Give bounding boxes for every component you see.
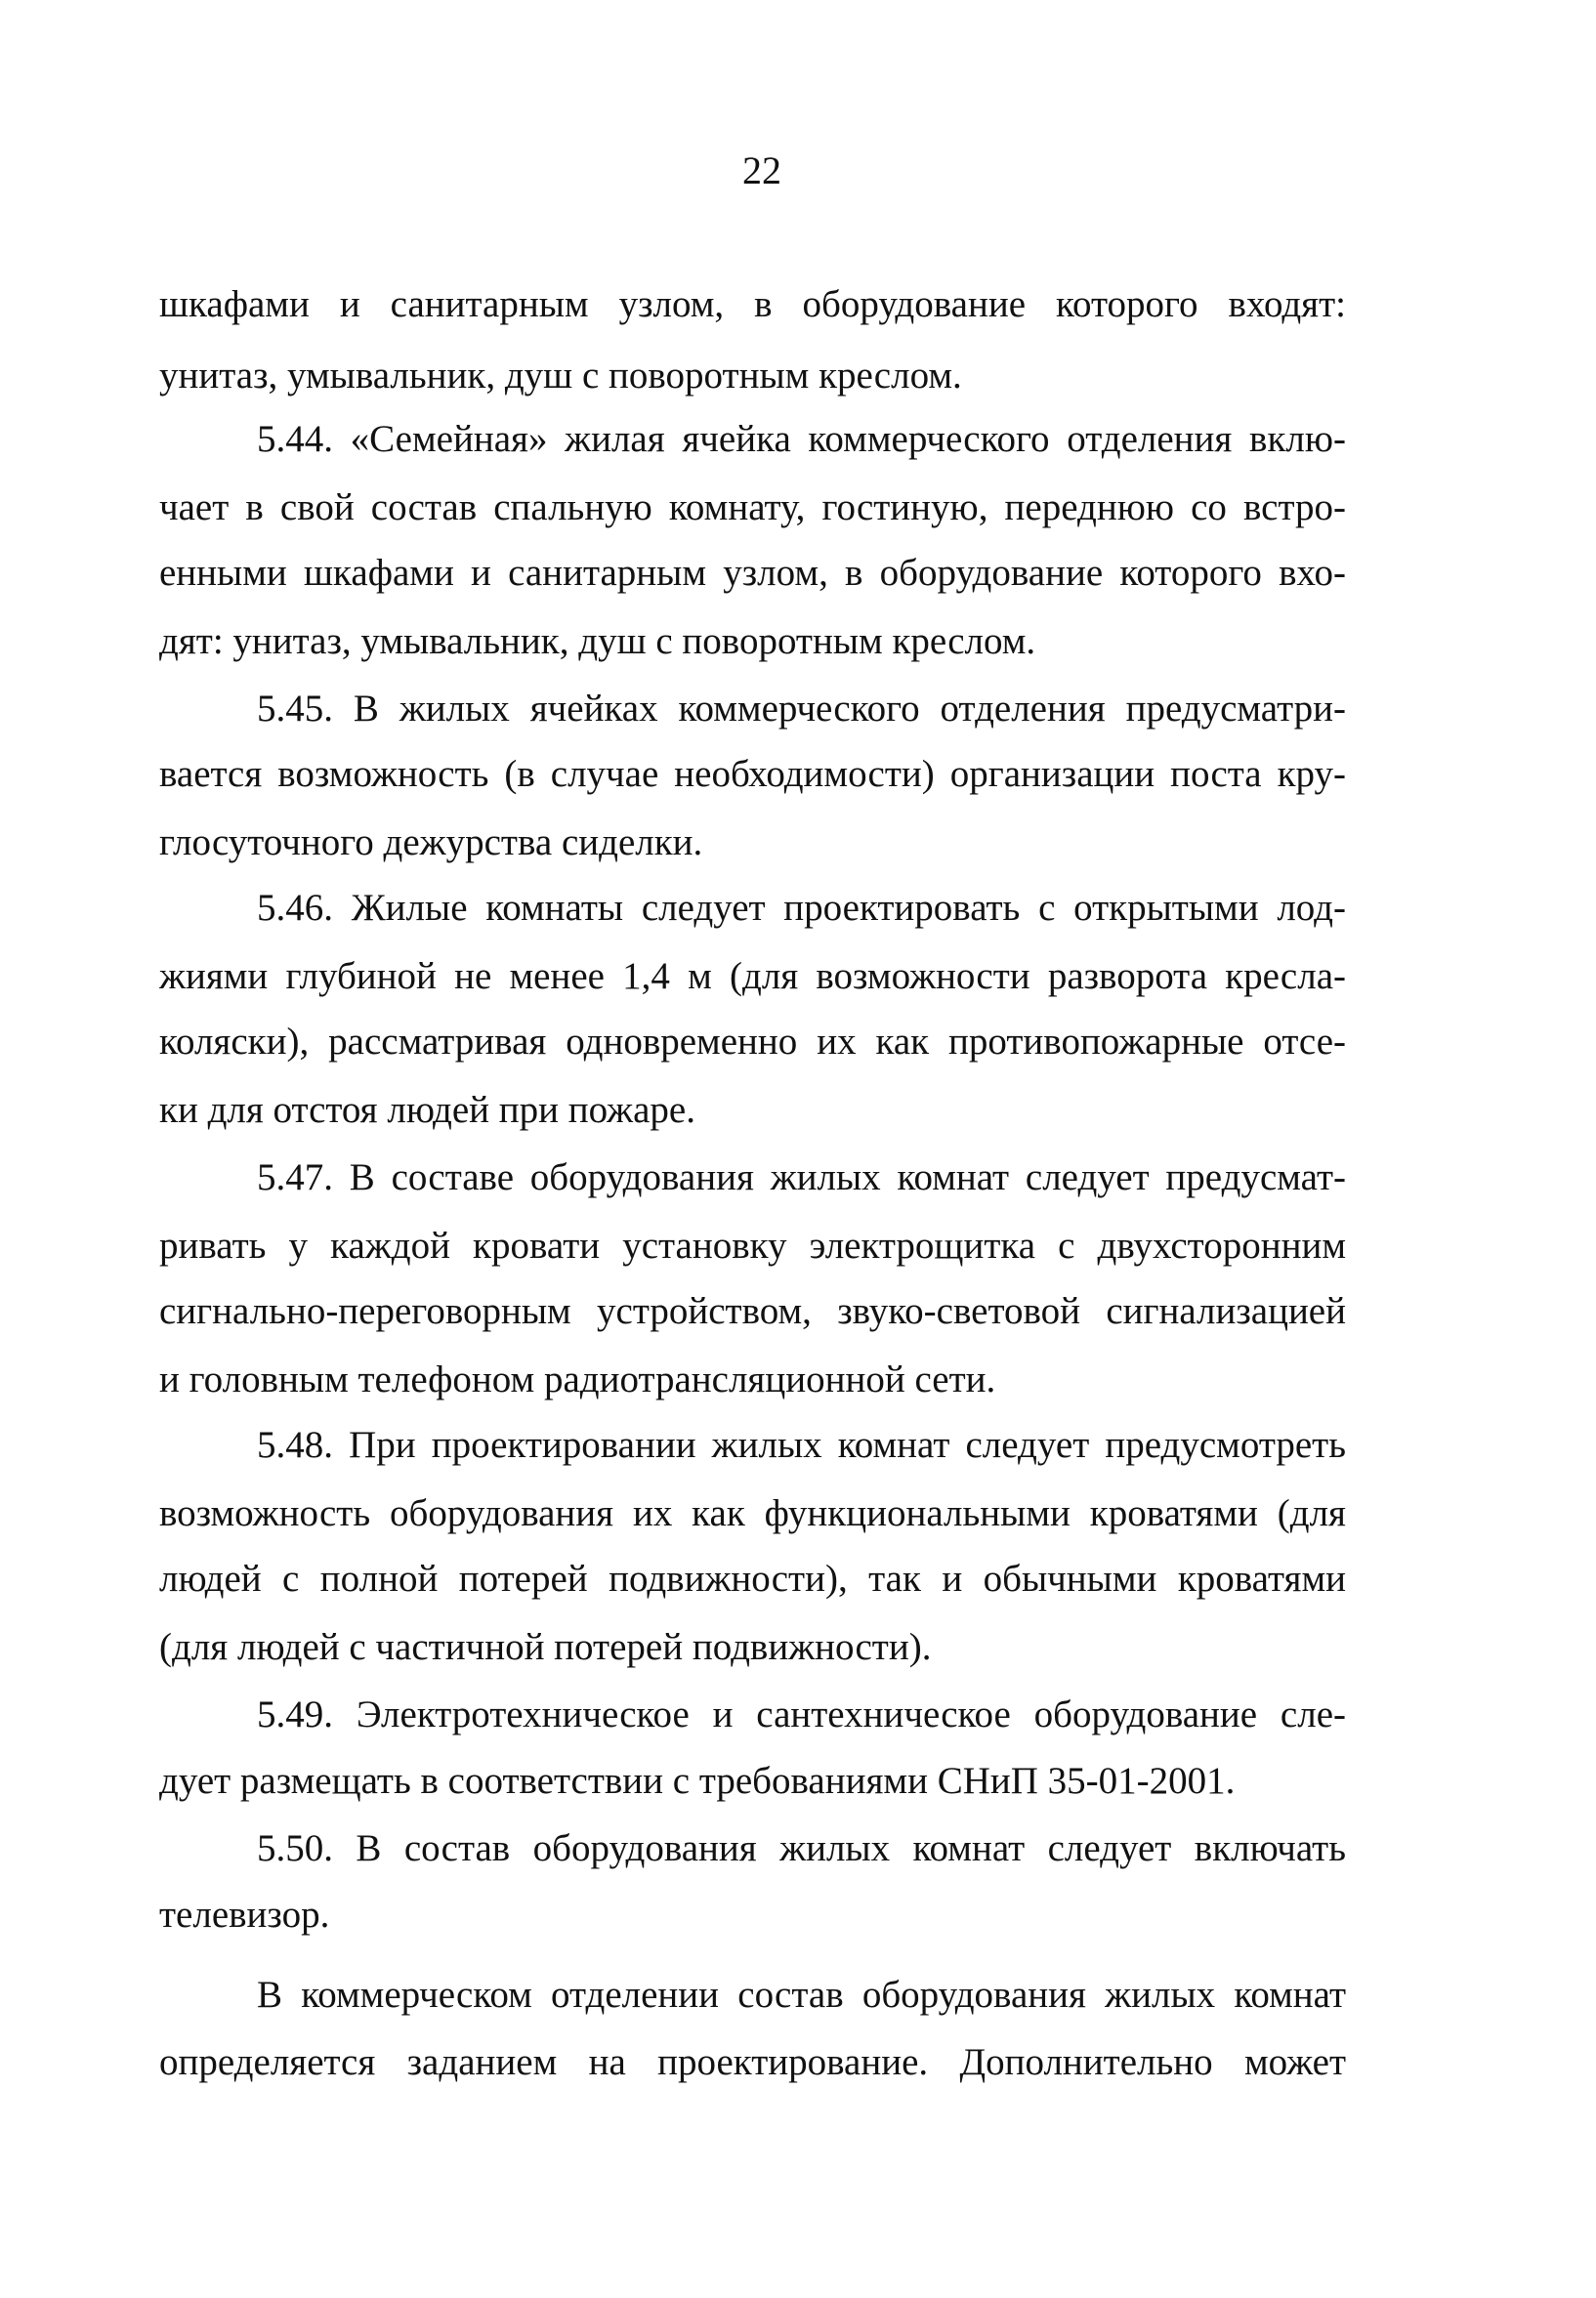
text-line: шкафами и санитарным узлом, в оборудование которого входят:: [159, 283, 1346, 325]
text-line: сигнально-переговорным устройством, звуко-световой сигнализацией: [159, 1290, 1346, 1332]
text-line: (для людей с частичной потерей подвижности).: [159, 1626, 932, 1668]
text-line: 5.45. В жилых ячейках коммерческого отделения предусматри-: [257, 688, 1346, 730]
text-line: и головным телефоном радиотрансляционной сети.: [159, 1358, 996, 1400]
text-line: телевизор.: [159, 1894, 330, 1936]
text-line: дует размещать в соответствии с требованиями СНиП 35-01-2001.: [159, 1760, 1236, 1802]
text-line: вается возможность (в случае необходимости) организации поста кру-: [159, 753, 1346, 795]
text-line: 5.44. «Семейная» жилая ячейка коммерческого отделения вклю-: [257, 418, 1346, 460]
text-line: В коммерческом отделении состав оборудования жилых комнат: [257, 1974, 1346, 2016]
text-line: жиями глубиной не менее 1,4 м (для возможности разворота кресла-: [159, 955, 1346, 997]
text-line: ривать у каждой кровати установку электрощитка с двухсторонним: [159, 1225, 1346, 1267]
page-number: 22: [742, 148, 781, 192]
text-line: определяется заданием на проектирование. Дополнительно может: [159, 2041, 1346, 2083]
text-line: 5.47. В составе оборудования жилых комнат следует предусмат-: [257, 1156, 1346, 1198]
text-line: глосуточного дежурства сиделки.: [159, 821, 703, 863]
text-line: 5.49. Электротехническое и сантехническое оборудование сле-: [257, 1693, 1346, 1735]
text-line: 5.46. Жилые комнаты следует проектировать с открытыми лод-: [257, 887, 1346, 929]
text-line: 5.48. При проектировании жилых комнат следует предусмотреть: [257, 1424, 1346, 1466]
text-line: людей с полной потерей подвижности), так и обычными кроватями: [159, 1558, 1346, 1600]
text-line: унитаз, умывальник, душ с поворотным креслом.: [159, 355, 962, 397]
text-line: возможность оборудования их как функциональными кроватями (для: [159, 1492, 1346, 1534]
text-line: дят: унитаз, умывальник, душ с поворотным креслом.: [159, 620, 1036, 662]
text-line: 5.50. В состав оборудования жилых комнат следует включать: [257, 1827, 1346, 1869]
text-line: чает в свой состав спальную комнату, гостиную, переднюю со встро-: [159, 486, 1346, 528]
text-line: ки для отстоя людей при пожаре.: [159, 1089, 695, 1131]
text-line: енными шкафами и санитарным узлом, в оборудование которого вхо-: [159, 552, 1346, 594]
text-line: коляски), рассматривая одновременно их как противопожарные отсе-: [159, 1021, 1346, 1063]
